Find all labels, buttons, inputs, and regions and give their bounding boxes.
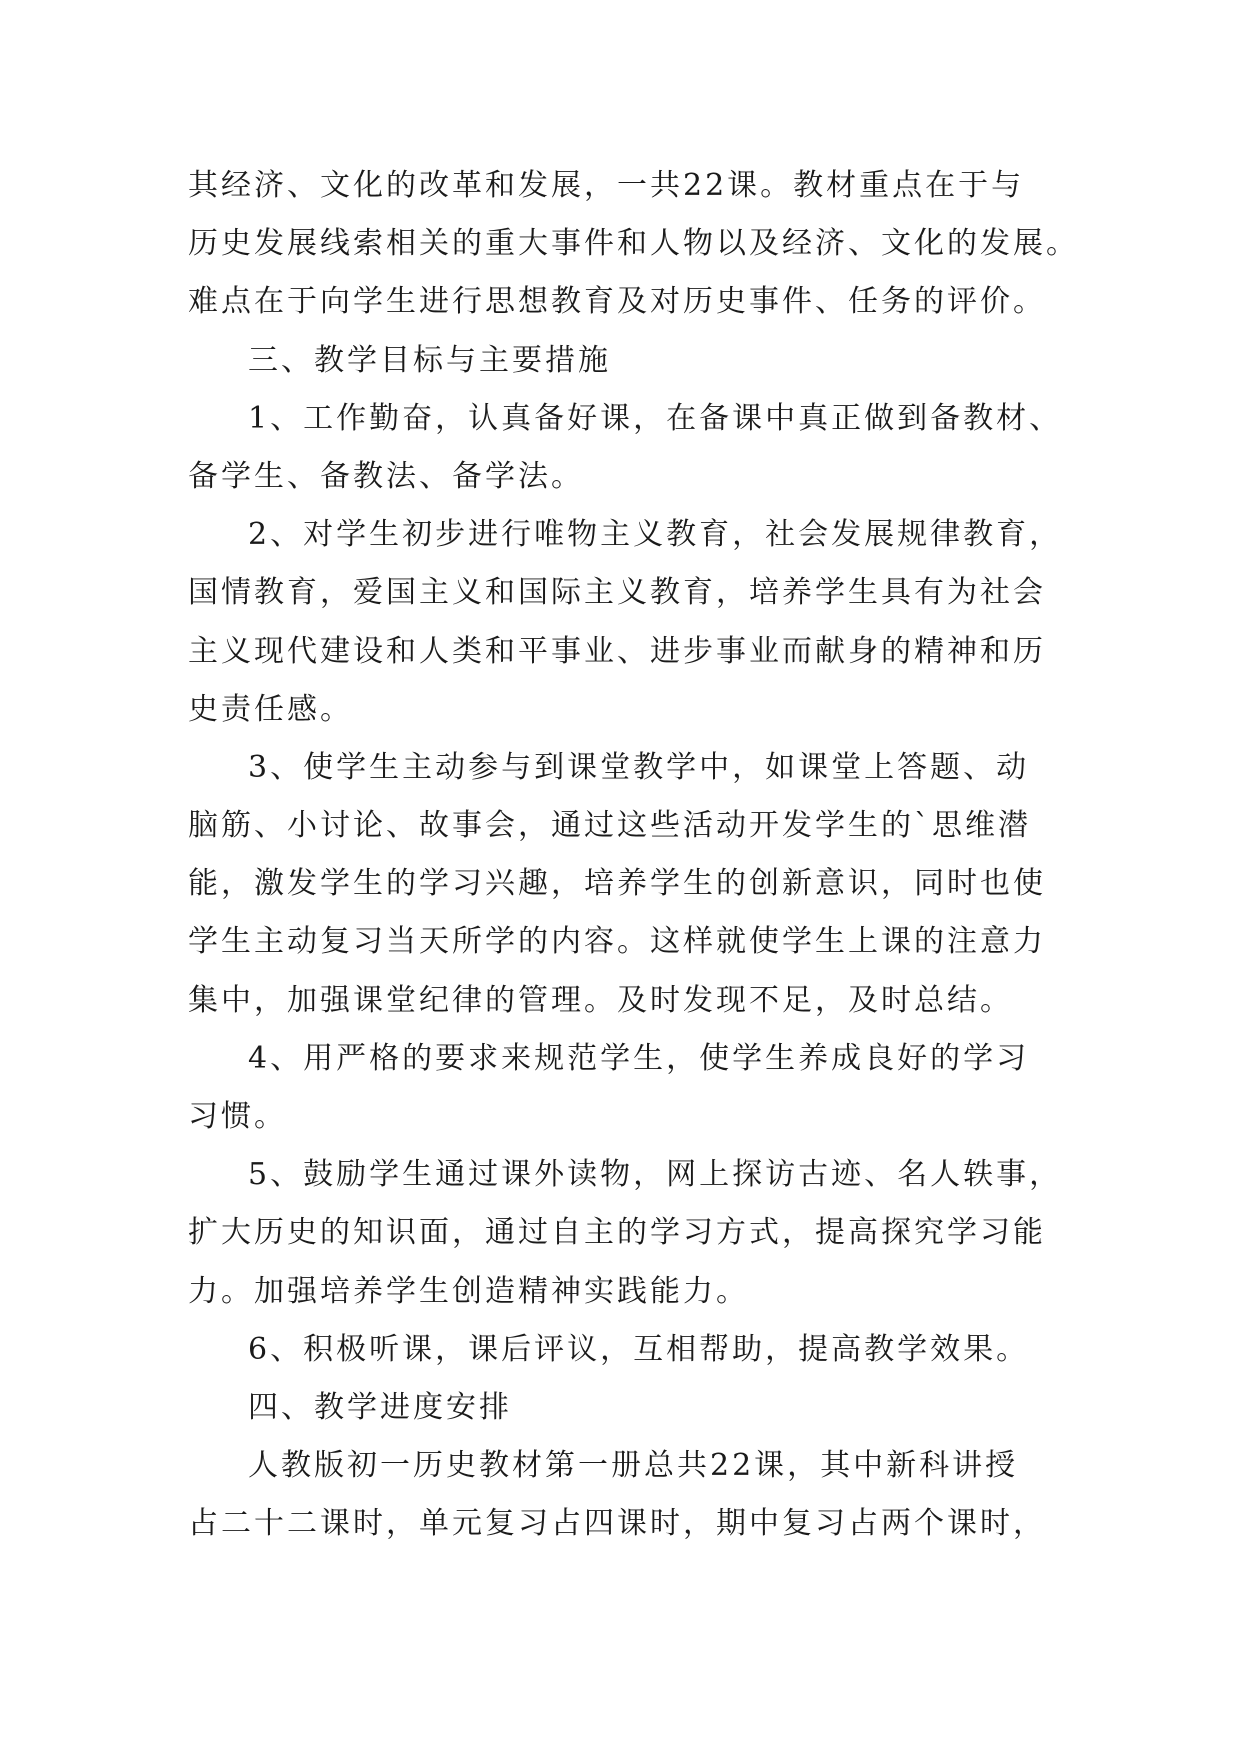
body-text [188,157,1088,1554]
text-line: 历史发展线索相关的重大事件和人物以及经济、文化的发展。 [188,226,1079,262]
text-line: 力。加强培养学生创造精神实践能力。 [188,1273,749,1309]
text-line: 史责任感。 [188,691,353,727]
text-line: 难点在于向学生进行思想教育及对历史事件、任务的评价。 [188,284,1046,320]
text-line: 3、使学生主动参与到课堂教学中，如课堂上答题、动 [248,749,1030,785]
text-line: 备学生、备教法、备学法。 [188,458,584,494]
text-line: 能，激发学生的学习兴趣，培养学生的创新意识，同时也使 [188,866,1046,902]
text-line: 1、工作勤奋，认真备好课，在备课中真正做到备教材、 [248,400,1063,436]
text-line: 三、教学目标与主要措施 [248,342,611,378]
text-line: 主义现代建设和人类和平事业、进步事业而献身的精神和历 [188,633,1046,669]
text-line: 6、积极听课，课后评议，互相帮助，提高教学效果。 [248,1331,1030,1367]
text-line: 习惯。 [188,1099,287,1134]
text-line: 占二十二课时，单元复习占四课时，期中复习占两个课时， [188,1506,1046,1542]
text-line: 扩大历史的知识面，通过自主的学习方式，提高探究学习能 [188,1215,1046,1251]
text-line: 国情教育，爱国主义和国际主义教育，培养学生具有为社会 [188,575,1046,611]
text-line: 4、用严格的要求来规范学生，使学生养成良好的学习 [248,1040,1030,1076]
text-line: 脑筋、小讨论、故事会，通过这些活动开发学生的`思维潜 [188,808,1031,844]
text-line: 学生主动复习当天所学的内容。这样就使学生上课的注意力 [188,924,1046,960]
text-line: 5、鼓励学生通过课外读物，网上探访古迹、名人轶事， [248,1157,1063,1193]
text-line: 人教版初一历史教材第一册总共22课，其中新科讲授 [248,1448,1019,1484]
text-line: 集中，加强课堂纪律的管理。及时发现不足，及时总结。 [188,982,1013,1018]
text-line: 其经济、文化的改革和发展，一共22课。教材重点在于与 [188,168,1025,203]
text-line: 四、教学进度安排 [248,1389,512,1425]
text-line: 2、对学生初步进行唯物主义教育，社会发展规律教育， [248,517,1063,553]
